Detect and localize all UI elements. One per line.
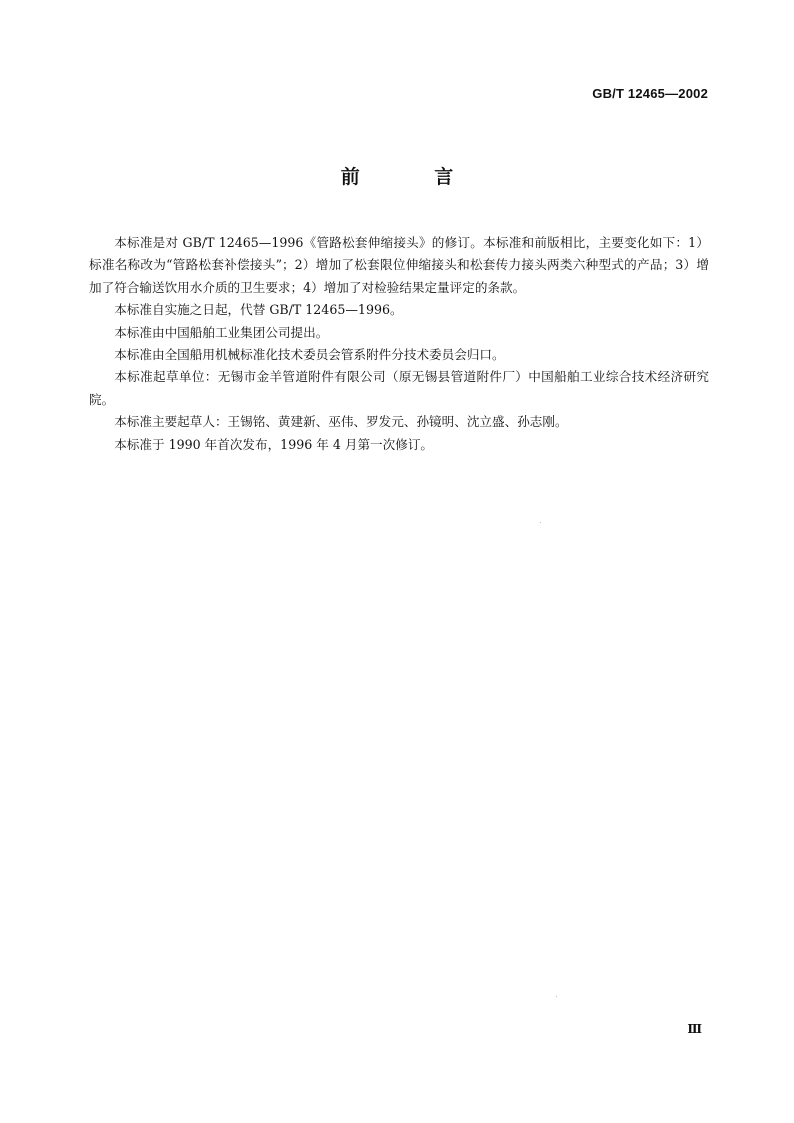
paragraph-replaces: 本标准自实施之日起，代替 GB/T 12465—1996。: [114, 302, 403, 318]
paragraph-drafters: 本标准主要起草人：王锡铭、黄建新、巫伟、罗发元、孙镜明、沈立盛、孙志刚。: [114, 414, 568, 430]
foreword-body: [89, 232, 709, 456]
paragraph-history: 本标准于 1990 年首次发布，1996 年 4 月第一次修订。: [114, 436, 434, 452]
paragraph-drafting-units: 本标准起草单位：无锡市金羊管道附件有限公司（原无锡县管道附件厂）中国船舶工业综合技术经济研究院。: [89, 369, 709, 407]
standard-code: GB/T 12465—2002: [592, 86, 708, 101]
paragraph-proposed-by: 本标准由中国船舶工业集团公司提出。: [114, 324, 329, 340]
paragraph-centralized-by: 本标准由全国船用机械标准化技术委员会管系附件分技术委员会归口。: [114, 347, 505, 363]
paragraph-revision-summary: 本标准是对 GB/T 12465—1996《管路松套伸缩接头》的修订。本标准和前版相比，主要变化如下：1）标准名称改为“管路松套补偿接头”；2）增加了松套限位伸缩接头和松套传力接头两类六种型式的产品；3）增加了符合输送饮用水介质的卫生要求；4）增加了对检验结果定量评定的条款。: [89, 235, 709, 295]
scan-speck: [540, 522, 541, 523]
page-number: Ⅲ: [687, 1022, 702, 1036]
scan-speck: [556, 996, 557, 997]
page-title: 前 言: [340, 166, 488, 188]
